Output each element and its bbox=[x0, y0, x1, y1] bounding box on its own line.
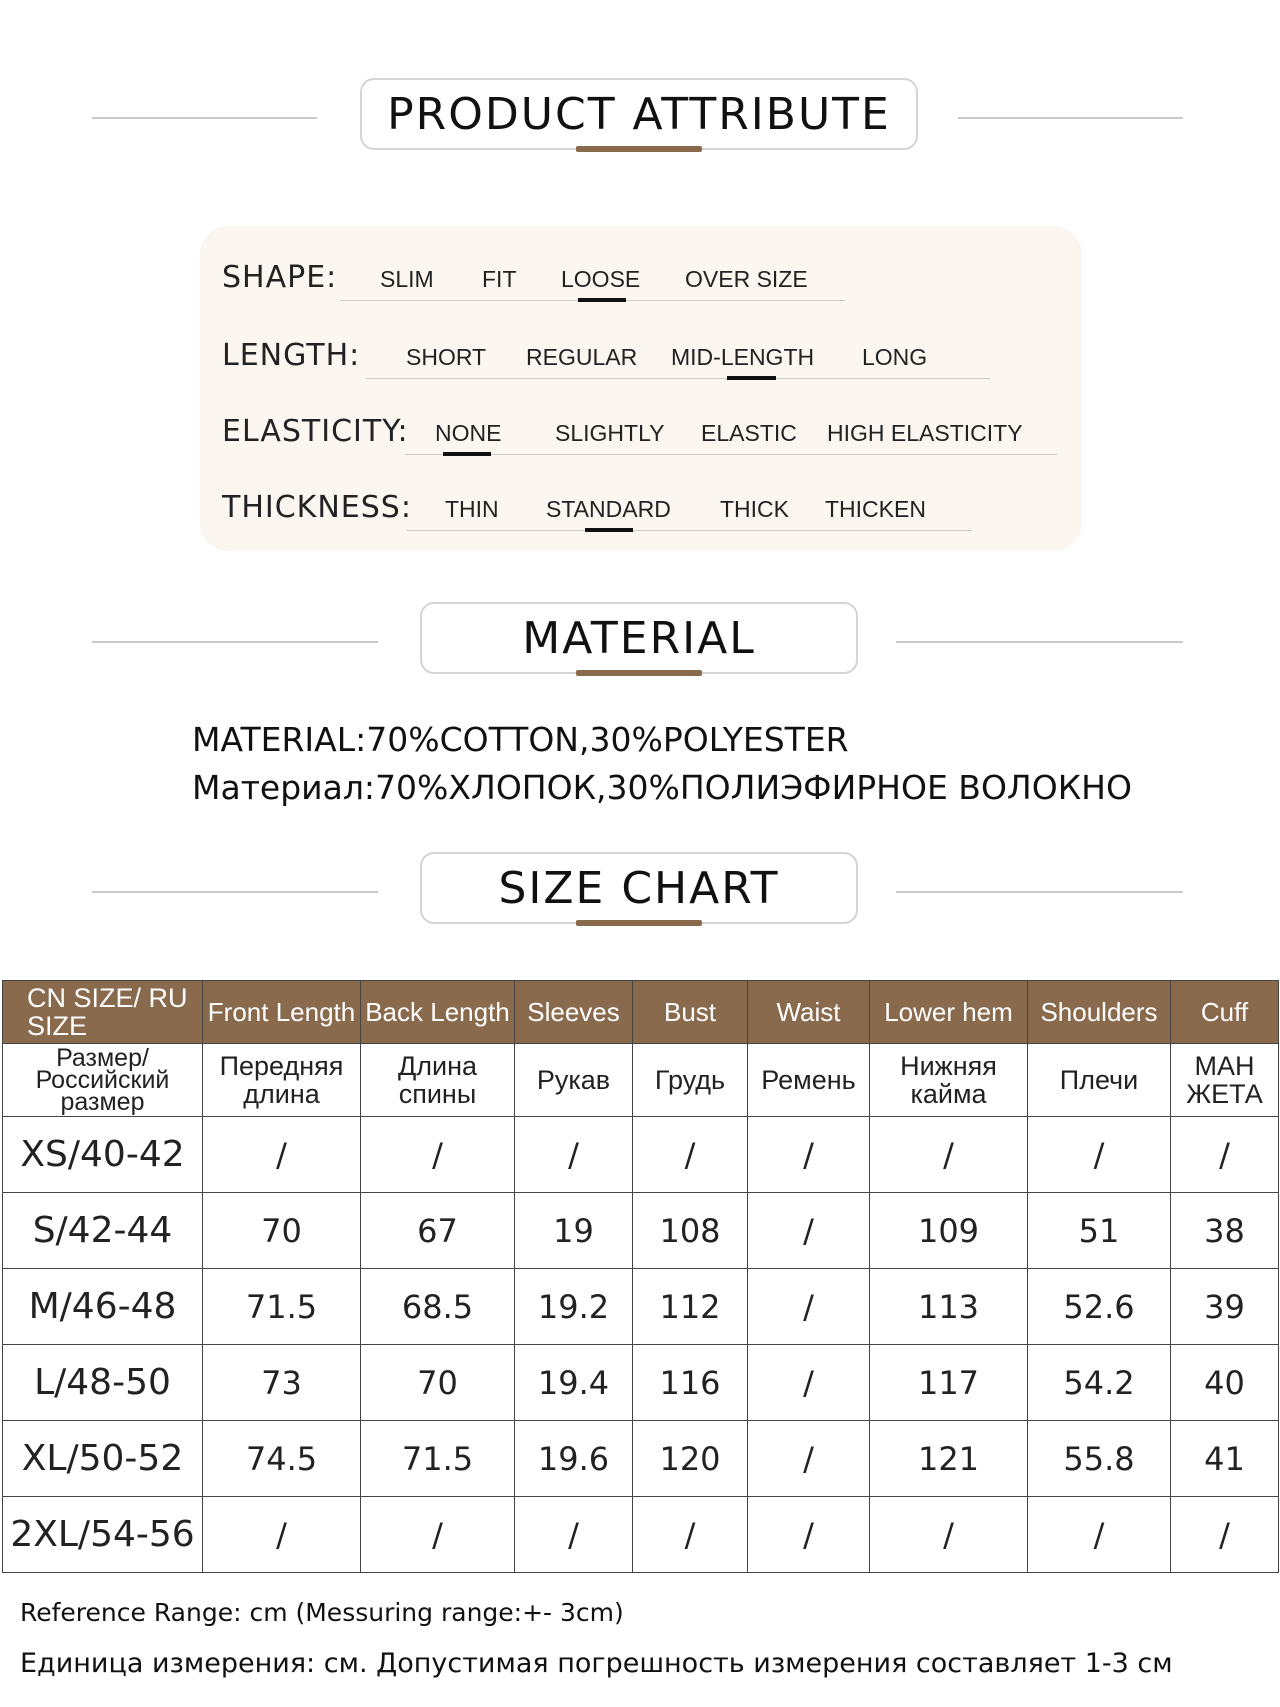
measurement-cell: 71.5 bbox=[203, 1269, 361, 1345]
divider-left bbox=[92, 891, 378, 893]
size-name-cell: L/48-50 bbox=[3, 1345, 203, 1421]
column-header: Рукав bbox=[515, 1044, 633, 1117]
size-table bbox=[2, 980, 1279, 1573]
elasticity-option-slightly: SLIGHTLY bbox=[555, 420, 665, 446]
measurement-cell: 121 bbox=[870, 1421, 1028, 1497]
attribute-row-length bbox=[200, 320, 1082, 380]
product-attribute-header bbox=[0, 78, 1280, 158]
attribute-panel bbox=[200, 226, 1082, 551]
attribute-row-shape bbox=[200, 242, 1082, 302]
measurement-cell: / bbox=[361, 1497, 515, 1573]
attribute-label: SHAPE: bbox=[222, 260, 338, 295]
attribute-label: ELASTICITY: bbox=[222, 414, 409, 449]
shape-option-fit: FIT bbox=[482, 266, 517, 292]
material-en-value: 70%COTTON,30%POLYESTER bbox=[366, 720, 849, 759]
material-ru-label: Материал: bbox=[192, 768, 376, 807]
measurement-cell: / bbox=[870, 1497, 1028, 1573]
measurement-cell: / bbox=[748, 1193, 870, 1269]
measurement-cell: / bbox=[515, 1117, 633, 1193]
elasticity-option-elastic: ELASTIC bbox=[701, 420, 797, 446]
column-header: Sleeves bbox=[515, 981, 633, 1044]
column-header: Нижняя кайма bbox=[870, 1044, 1028, 1117]
measurement-cell: 55.8 bbox=[1028, 1421, 1171, 1497]
section-title bbox=[420, 852, 858, 924]
table-row bbox=[3, 1269, 1279, 1345]
elasticity-option-high-elasticity: HIGH ELASTICITY bbox=[827, 420, 1023, 446]
measurement-cell: 70 bbox=[361, 1345, 515, 1421]
product-attribute-title: PRODUCT ATTRIBUTE bbox=[387, 88, 891, 140]
size-chart-title: SIZE CHART bbox=[498, 862, 780, 914]
measurement-cell: 19.2 bbox=[515, 1269, 633, 1345]
column-header: Lower hem bbox=[870, 981, 1028, 1044]
column-header: Back Length bbox=[361, 981, 515, 1044]
material-title: MATERIAL bbox=[522, 612, 756, 664]
selected-marker bbox=[443, 452, 491, 456]
column-header: Cuff bbox=[1171, 981, 1279, 1044]
measurement-cell: / bbox=[1028, 1497, 1171, 1573]
shape-option-loose: LOOSE bbox=[561, 266, 640, 293]
measurement-cell: 68.5 bbox=[361, 1269, 515, 1345]
thickness-option-thicken: THICKEN bbox=[825, 496, 926, 522]
measurement-cell: / bbox=[748, 1421, 870, 1497]
measurement-cell: 71.5 bbox=[361, 1421, 515, 1497]
title-accent-bar bbox=[576, 146, 702, 152]
selected-marker bbox=[585, 528, 633, 532]
column-header: Размер/ Российский размер bbox=[3, 1044, 203, 1117]
selected-marker bbox=[578, 298, 626, 302]
table-row bbox=[3, 1421, 1279, 1497]
ru-measurement-note: Единица измерения: см. Допустимая погрешность измерения составляет 1-3 см bbox=[20, 1648, 1173, 1679]
size-chart-header bbox=[0, 852, 1280, 932]
attribute-row-thickness bbox=[200, 472, 1082, 532]
length-option-mid-length: MID-LENGTH bbox=[671, 344, 814, 371]
size-name-cell: XS/40-42 bbox=[3, 1117, 203, 1193]
shape-option-over-size: OVER SIZE bbox=[685, 266, 808, 292]
column-header: Ремень bbox=[748, 1044, 870, 1117]
measurement-cell: / bbox=[361, 1117, 515, 1193]
divider-right bbox=[896, 891, 1183, 893]
column-header: CN SIZE/ RU SIZE bbox=[3, 981, 203, 1044]
measurement-cell: 67 bbox=[361, 1193, 515, 1269]
attribute-label: THICKNESS: bbox=[222, 490, 412, 525]
thickness-option-thin: THIN bbox=[445, 496, 499, 522]
measurement-cell: 41 bbox=[1171, 1421, 1279, 1497]
size-name-cell: XL/50-52 bbox=[3, 1421, 203, 1497]
divider-right bbox=[958, 117, 1183, 119]
column-header: Длина спины bbox=[361, 1044, 515, 1117]
measurement-cell: 70 bbox=[203, 1193, 361, 1269]
column-header: Front Length bbox=[203, 981, 361, 1044]
table-row bbox=[3, 1193, 1279, 1269]
measurement-cell: 19 bbox=[515, 1193, 633, 1269]
shape-option-slim: SLIM bbox=[380, 266, 434, 292]
title-accent-bar bbox=[576, 920, 702, 926]
measurement-cell: / bbox=[870, 1117, 1028, 1193]
column-header: Shoulders bbox=[1028, 981, 1171, 1044]
measurement-cell: 38 bbox=[1171, 1193, 1279, 1269]
column-header: Грудь bbox=[633, 1044, 748, 1117]
measurement-cell: 52.6 bbox=[1028, 1269, 1171, 1345]
divider-left bbox=[92, 117, 317, 119]
measurement-cell: 73 bbox=[203, 1345, 361, 1421]
size-name-cell: M/46-48 bbox=[3, 1269, 203, 1345]
size-name-cell: S/42-44 bbox=[3, 1193, 203, 1269]
column-header: Передняя длина bbox=[203, 1044, 361, 1117]
column-header: Bust bbox=[633, 981, 748, 1044]
measurement-cell: 113 bbox=[870, 1269, 1028, 1345]
thickness-option-standard: STANDARD bbox=[546, 496, 671, 523]
length-option-long: LONG bbox=[862, 344, 928, 370]
attribute-rule bbox=[407, 530, 972, 531]
section-title bbox=[420, 602, 858, 674]
column-header: Плечи bbox=[1028, 1044, 1171, 1117]
attribute-rule bbox=[366, 378, 990, 379]
measurement-cell: 112 bbox=[633, 1269, 748, 1345]
measurement-cell: 51 bbox=[1028, 1193, 1171, 1269]
attribute-label: LENGTH: bbox=[222, 338, 361, 373]
measurement-cell: / bbox=[633, 1117, 748, 1193]
measurement-cell: / bbox=[748, 1497, 870, 1573]
divider-left bbox=[92, 641, 378, 643]
measurement-cell: 116 bbox=[633, 1345, 748, 1421]
attribute-rule bbox=[405, 454, 1057, 455]
measurement-cell: 39 bbox=[1171, 1269, 1279, 1345]
material-en-label: MATERIAL: bbox=[192, 720, 367, 759]
column-header: Waist bbox=[748, 981, 870, 1044]
measurement-cell: / bbox=[748, 1269, 870, 1345]
length-option-short: SHORT bbox=[406, 344, 487, 370]
header-row-en bbox=[3, 981, 1279, 1044]
measurement-cell: / bbox=[203, 1117, 361, 1193]
reference-note: Reference Range: cm (Messuring range:+- 3cm) bbox=[20, 1598, 624, 1627]
thickness-option-thick: THICK bbox=[720, 496, 789, 522]
measurement-cell: / bbox=[1171, 1497, 1279, 1573]
measurement-cell: 19.4 bbox=[515, 1345, 633, 1421]
measurement-cell: / bbox=[515, 1497, 633, 1573]
measurement-cell: 19.6 bbox=[515, 1421, 633, 1497]
elasticity-option-none: NONE bbox=[435, 420, 501, 447]
measurement-cell: 109 bbox=[870, 1193, 1028, 1269]
material-en-line bbox=[192, 720, 849, 759]
size-name-cell: 2XL/54-56 bbox=[3, 1497, 203, 1573]
title-accent-bar bbox=[576, 670, 702, 676]
measurement-cell: / bbox=[1171, 1117, 1279, 1193]
measurement-cell: / bbox=[748, 1117, 870, 1193]
measurement-cell: 108 bbox=[633, 1193, 748, 1269]
table-row bbox=[3, 1117, 1279, 1193]
material-ru-value: 70%ХЛОПОК,30%ПОЛИЭФИРНОЕ ВОЛОКНО bbox=[375, 768, 1132, 807]
measurement-cell: 54.2 bbox=[1028, 1345, 1171, 1421]
measurement-cell: / bbox=[1028, 1117, 1171, 1193]
table-row bbox=[3, 1497, 1279, 1573]
divider-right bbox=[896, 641, 1183, 643]
attribute-row-elasticity bbox=[200, 396, 1082, 456]
header-row-ru bbox=[3, 1044, 1279, 1117]
column-header: МАН ЖЕТА bbox=[1171, 1044, 1279, 1117]
material-header bbox=[0, 602, 1280, 682]
length-option-regular: REGULAR bbox=[526, 344, 638, 370]
selected-marker bbox=[727, 376, 776, 380]
measurement-cell: 74.5 bbox=[203, 1421, 361, 1497]
measurement-cell: 117 bbox=[870, 1345, 1028, 1421]
measurement-cell: / bbox=[748, 1345, 870, 1421]
measurement-cell: / bbox=[203, 1497, 361, 1573]
material-ru-line bbox=[192, 768, 1132, 807]
table-row bbox=[3, 1345, 1279, 1421]
section-title bbox=[360, 78, 918, 150]
measurement-cell: 120 bbox=[633, 1421, 748, 1497]
measurement-cell: 40 bbox=[1171, 1345, 1279, 1421]
measurement-cell: / bbox=[633, 1497, 748, 1573]
